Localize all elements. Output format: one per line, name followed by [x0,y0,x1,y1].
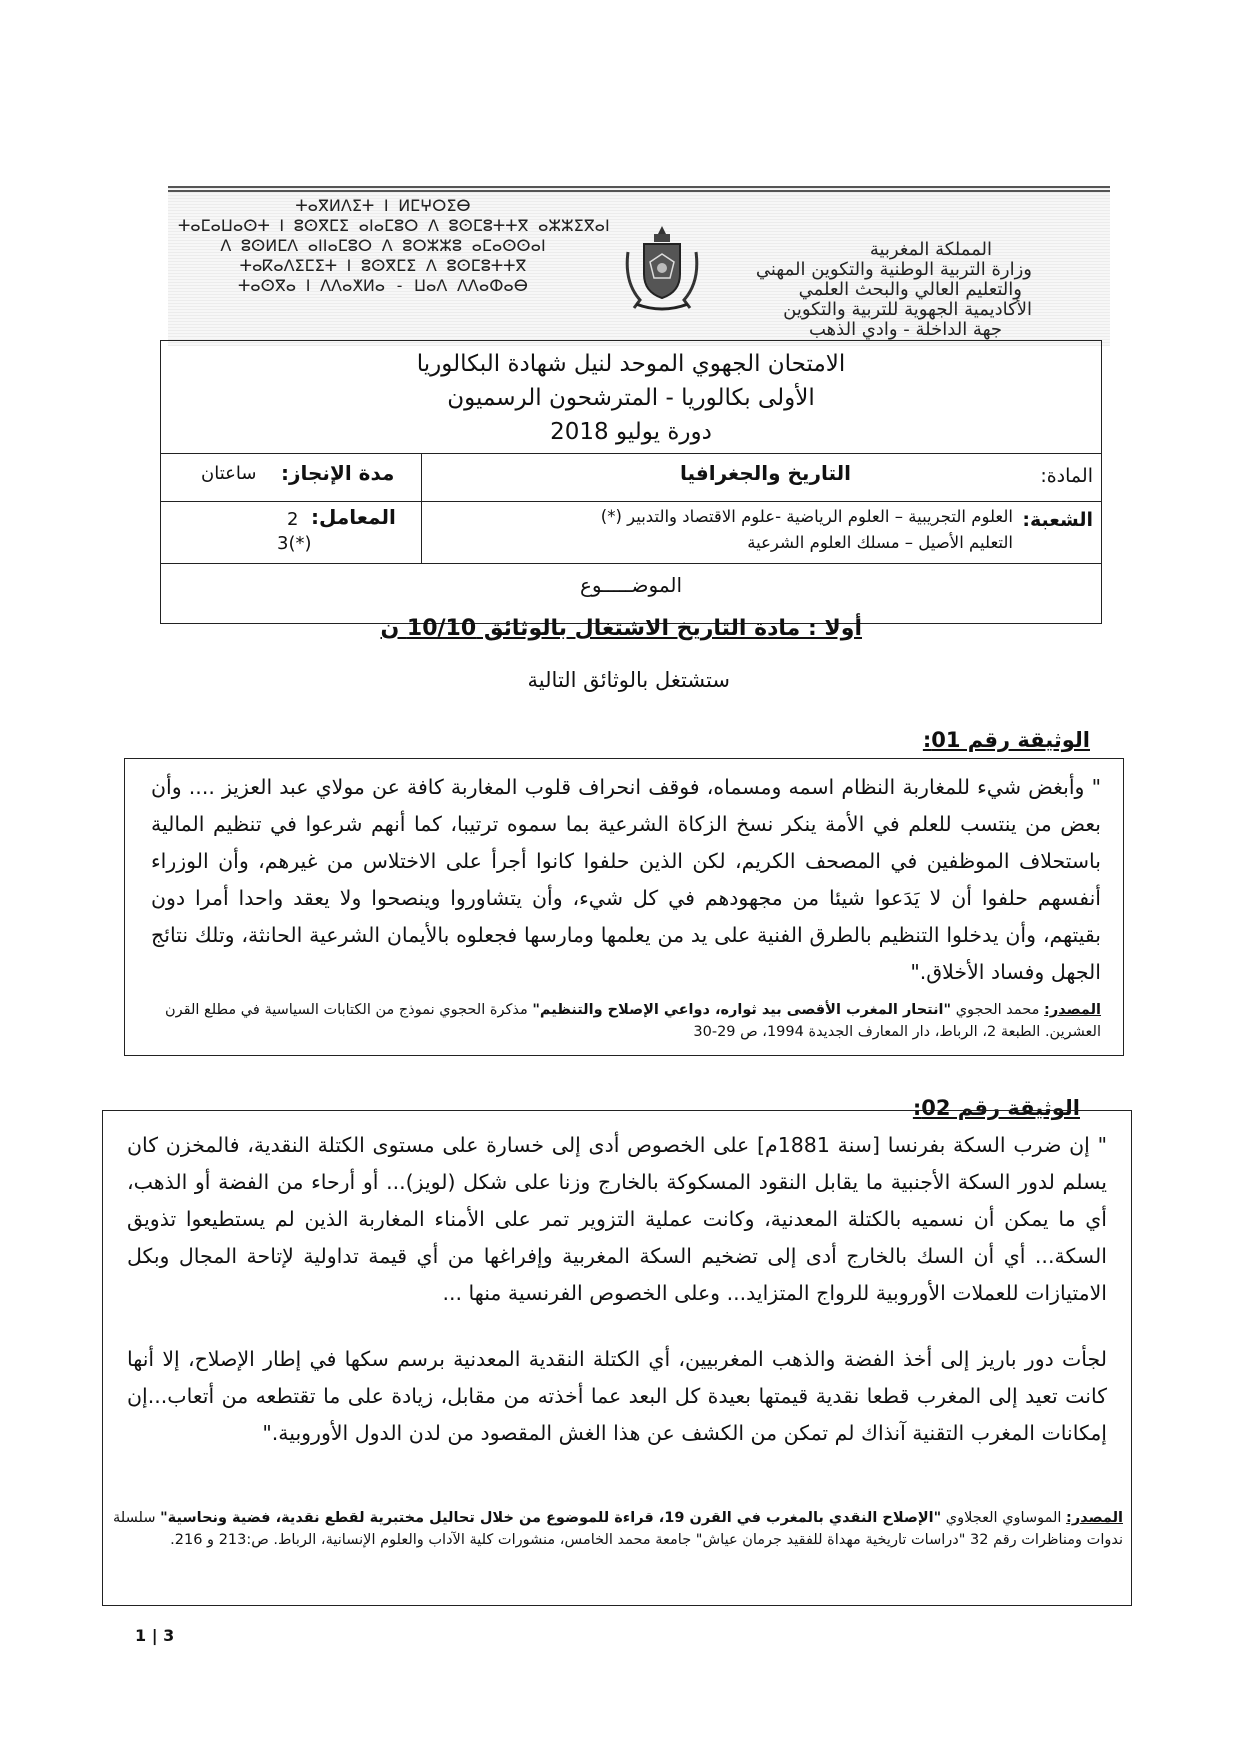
ministry-arabic-line: الأكاديمية الجهوية للتربية والتكوين [783,299,1032,320]
doc2-source-author: الموساوي العجلاوي [945,1510,1062,1526]
tifinagh-line: ⴷ ⵓⵙⵍⵎⴷ ⴰⵏⵏⴰⵎⵓⵔ ⴷ ⵓⵔⵣⵣⵓ ⴰⵎⴰⵙⵙⴰⵏ [220,236,546,255]
doc2-heading: الوثيقة رقم 02: [912,1096,1080,1120]
subject-value: التاريخ والجغرافيا [679,461,851,485]
duration-value: ساعتان [201,463,257,484]
ministry-arabic-line: والتعليم العالي والبحث العلمي [798,279,1022,300]
coefficient-value-alt: 3(*) [277,533,312,554]
branch-label: الشعبة: [1022,509,1093,531]
branch-line-2: التعليم الأصيل – مسلك العلوم الشرعية [747,533,1013,552]
doc2-source-rest: سلسلة ندوات ومناظرات رقم 32 "دراسات تاريخية مهداة للفقيد جرمان عياش" جامعة محمد الخامس، منشورات كلية الآداب والعلوم الإنسانية، الرباط. ص:213 و 216. [113,1510,1123,1548]
duration-label: مدة الإنجاز: [281,461,395,485]
table-divider [161,501,1101,502]
doc2-box [102,1110,1132,1606]
doc2-paragraph-1: " إن ضرب السكة بفرنسا [سنة 1881م] على الخصوص أدى إلى خسارة على مستوى الكتلة النقدية، فالمخزن كان يسلم لدور السكة الأجنبية ما يقابل النقود المسكوكة بالخارج وزنا على شكل (لويز)... أو أرحاء من الفضة أو الذهب، أي ما يمكن أن نسميه بالكتلة المعدنية، وكانت عملية التزوير تمر على الأمناء المغاربة الذين لم يستطيعوا تذويق السكة... أي أن السك بالخارج أدى إلى تضخيم السكة المغربية وإفراغها من أي قيمة تداولية لإتاحة المجال وبكل الامتيازات للعملات الأوروبية للرواج المتزايد... وعلى الخصوص الفرنسية منها ... [127,1133,1107,1305]
doc2-source-title: "الإصلاح النقدي بالمغرب في القرن 19، قراءة للموضوع من خلال تحاليل مختبرية لقطع نقدية، فضية ونحاسية" [160,1510,942,1526]
section-history-title: أولا : مادة التاريخ الاشتغال بالوثائق 10/10 ن [380,616,862,641]
doc1-box [124,758,1124,1056]
ministry-arabic-block [712,240,1032,340]
coefficient-label: المعامل: [311,505,396,529]
exam-title: الامتحان الجهوي الموحد لنيل شهادة البكالوريا [416,351,846,377]
ministry-arabic-line: جهة الداخلة - وادي الذهب [808,319,1002,340]
ministry-tifinagh-block [178,196,610,296]
doc2-source [113,1507,1123,1551]
branch-line-1: العلوم التجريبية – العلوم الرياضية -علوم الاقتصاد والتدبير (*) [600,507,1013,526]
table-divider [161,563,1101,564]
subject-label: المادة: [1040,465,1093,487]
tifinagh-line: ⵜⴰⴳⵍⴷⵉⵜ ⵏ ⵍⵎⵖⵔⵉⴱ [295,196,471,215]
table-divider-vertical [421,453,422,563]
ministry-header [168,186,1110,346]
doc1-text: " وأبغض شيء للمغاربة النظام اسمه ومسماه، فوقف انحراف قلوب المغاربة كافة عن مولاي عبد العزيز .... وأن بعض من ينتسب للعلم في الأمة ينكر نسخ الزكاة الشرعية بما سموه ترتيبا، كما أنهم شرعوا في تنظيم المالية باستحلاف الموظفين في المصحف الكريم، لكن الذين حلفوا كانوا أجرأ على الاختلاس من غيرهم، وأن الوزراء أنفسهم حلفوا أن لا يَدَعوا شيئا من مجهودهم في كل شيء، وأن يتشاوروا وينصحوا ولا يعقد واحدا أمرا دون بقيتهم، وأن يدخلوا التنظيم بالطرق الفنية على يد من يعلمها ومارسها فجعلوه بالأيمان الشرعية الحانثة، وتلك نتائج الجهل وفساد الأخلاق." [151,775,1101,984]
section-intro: ستشتغل بالوثائق التالية [527,668,730,692]
tifinagh-line: ⵜⴰⴽⴰⴷⵉⵎⵉⵜ ⵏ ⵓⵙⴳⵎⵉ ⴷ ⵓⵙⵎⵓⵜⵜⴳ [239,256,527,275]
tifinagh-line: ⵜⴰⵎⴰⵡⴰⵙⵜ ⵏ ⵓⵙⴳⵎⵉ ⴰⵏⴰⵎⵓⵔ ⴷ ⵓⵙⵎⵓⵜⵜⴳ ⴰⵣⵣⵉⴳⴰⵏ [178,216,610,235]
doc1-source [151,999,1101,1043]
coefficient-value: 2 [287,509,299,530]
royal-coat-of-arms-icon [620,222,704,314]
exam-level: الأولى بكالوريا - المترشحون الرسميون [447,385,815,411]
doc1-source-label: المصدر: [1044,1002,1101,1018]
doc2-source-label: المصدر: [1066,1510,1123,1526]
topic-heading: الموضـــــوع [579,573,683,597]
doc1-source-author: محمد الحجوي [955,1002,1040,1018]
page-number: 1 | 3 [135,1626,175,1645]
table-divider [161,453,1101,454]
doc1-source-rest: مذكرة الحجوي نموذج من الكتابات السياسية في مطلع القرن العشرين. الطبعة 2، الرباط، دار المعارف الجديدة 1994، ص 29-30 [164,1002,1101,1040]
exam-info-table [160,340,1102,624]
ministry-arabic-line: المملكة المغربية [869,239,992,260]
tifinagh-line: ⵜⴰⵙⴳⴰ ⵏ ⴷⴷⴰⵅⵍⴰ - ⵡⴰⴷ ⴷⴷⴰⵀⴰⴱ [238,276,528,295]
doc1-heading: الوثيقة رقم 01: [922,728,1090,752]
ministry-arabic-line: وزارة التربية الوطنية والتكوين المهني [755,259,1032,280]
doc2-paragraph-2: لجأت دور باريز إلى أخذ الفضة والذهب المغربيين، أي الكتلة النقدية المعدنية برسم سكها في إطار الإصلاح، إلا أنها كانت تعيد إلى المغرب قطعا نقدية قيمتها بعيدة كل البعد عما أخذته من مقابل، زيادة على ما تقتطعه من أتعاب...إن إمكانات المغرب التقنية آنذاك لم تمكن من الكشف عن هذا الغش المقصود من لدن الدول الأوروبية." [127,1347,1107,1445]
exam-session: دورة يوليو 2018 [550,419,712,445]
doc1-source-title: "انتحار المغرب الأقصى بيد ثواره، دواعي الإصلاح والتنظيم" [532,1002,952,1018]
